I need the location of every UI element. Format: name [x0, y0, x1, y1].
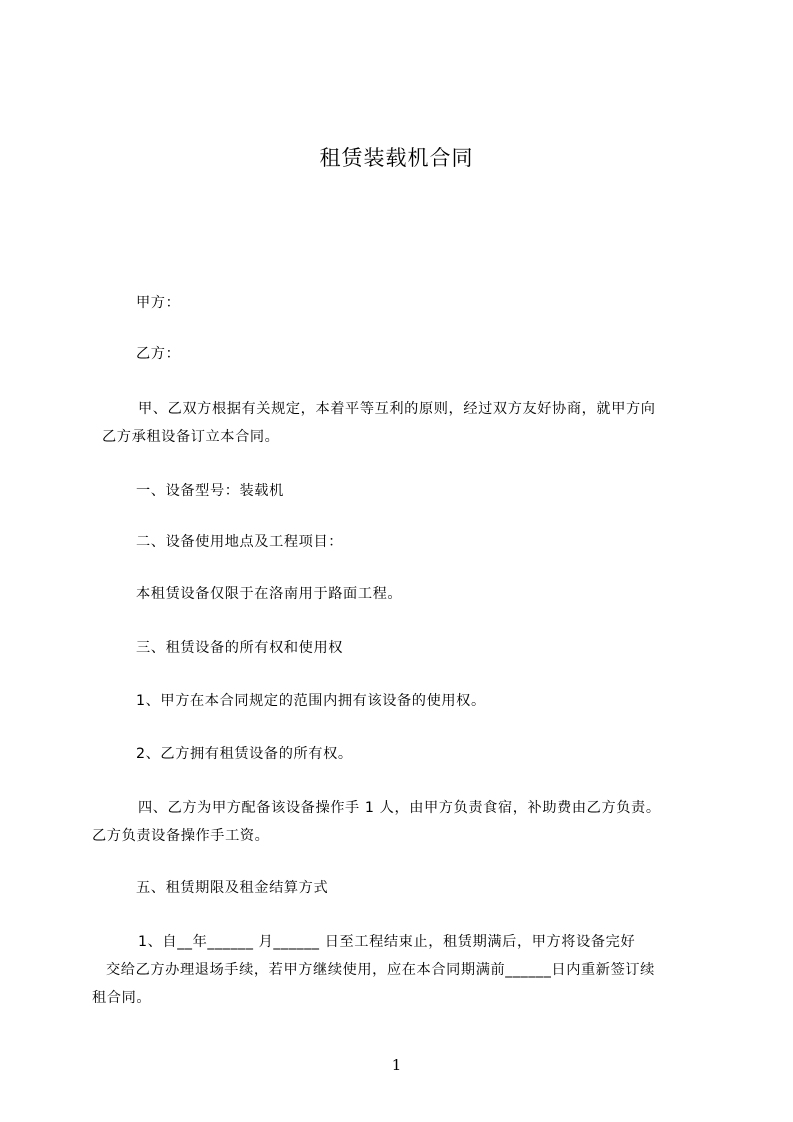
section-3-item-2: 2、乙方拥有租赁设备的所有权。 — [136, 746, 353, 762]
party-b-label: 乙方： — [136, 346, 181, 362]
section-4-line-1: 四、乙方为甲方配备该设备操作手 1 人，由甲方负责食宿，补助费由乙方负责。 — [138, 800, 661, 816]
section-2-text: 本租赁设备仅限于在洛南用于路面工程。 — [136, 586, 403, 602]
section-1-heading: 一、设备型号：装载机 — [136, 483, 284, 499]
intro-paragraph — [96, 395, 710, 451]
section-5-item-1 — [92, 928, 710, 1012]
section-5-item-1-line-1: 1、自__年______ 月______ 日至工程结束止，租赁期满后，甲方将设备完好 — [138, 934, 636, 950]
section-5-heading: 五、租赁期限及租金结算方式 — [136, 880, 329, 896]
section-2-heading: 二、设备使用地点及工程项目： — [136, 534, 344, 550]
section-4-paragraph — [92, 794, 710, 850]
section-5-item-1-line-2: 交给乙方办理退场手续，若甲方继续使用，应在本合同期满前______日内重新签订续 — [106, 962, 655, 978]
document-title: 租赁装载机合同 — [319, 146, 474, 170]
party-a-label: 甲方： — [136, 295, 181, 311]
intro-line-2: 乙方承租设备订立本合同。 — [102, 429, 280, 445]
page-number: 1 — [391, 1056, 402, 1074]
section-3-item-1: 1、甲方在本合同规定的范围内拥有该设备的使用权。 — [136, 693, 486, 709]
section-3-heading: 三、租赁设备的所有权和使用权 — [136, 640, 344, 656]
section-4-line-2: 乙方负责设备操作手工资。 — [92, 828, 270, 844]
section-5-item-1-line-3: 租合同。 — [92, 990, 152, 1006]
intro-line-1: 甲、乙双方根据有关规定，本着平等互利的原则，经过双方友好协商，就甲方向 — [138, 401, 656, 417]
